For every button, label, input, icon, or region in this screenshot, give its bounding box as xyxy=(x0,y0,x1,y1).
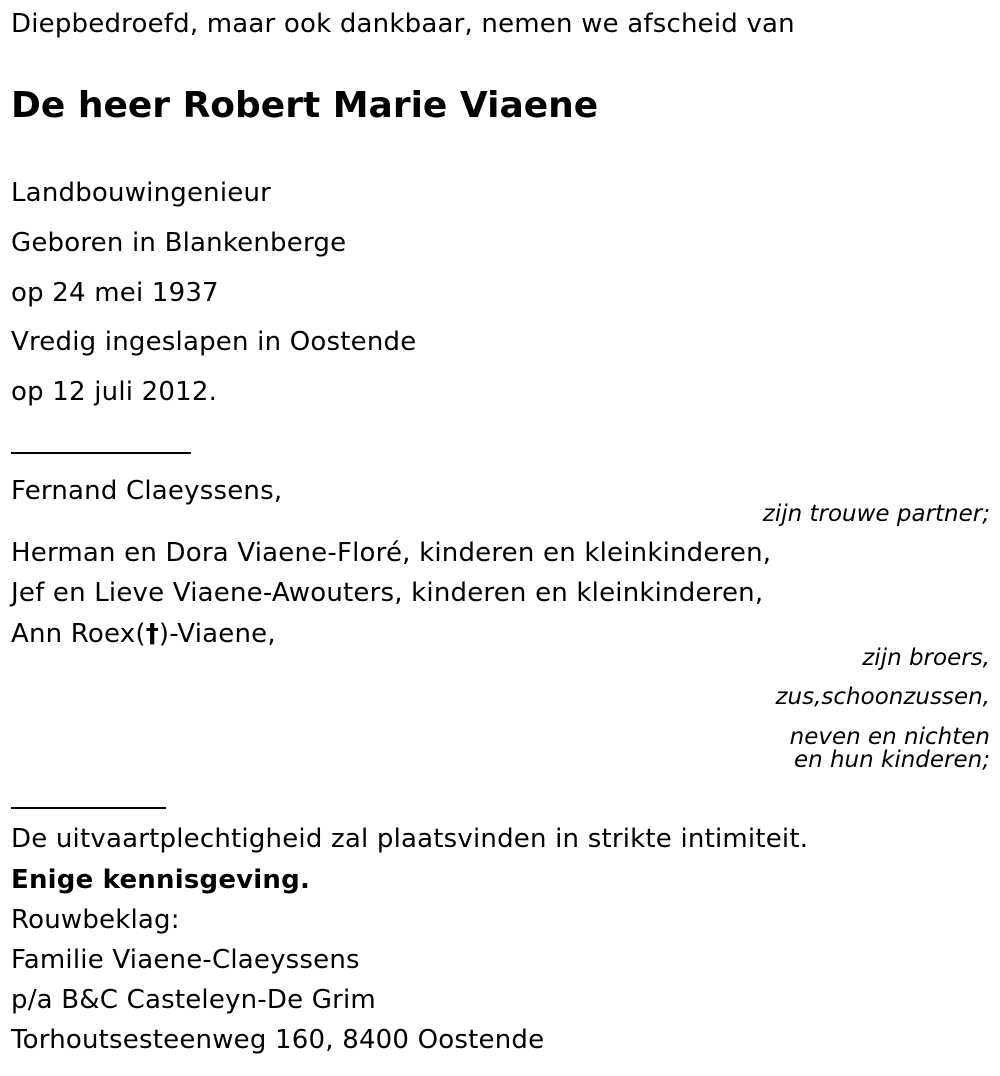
ceremony-text: De uitvaartplechtigheid zal plaatsvinden in strikte intimiteit. xyxy=(11,824,809,854)
separator-line xyxy=(11,807,166,809)
address-care-of: p/a B&C Casteleyn-De Grim xyxy=(11,985,376,1015)
address-family: Familie Viaene-Claeyssens xyxy=(11,945,360,975)
family-role-sister: zus,schoonzussen, xyxy=(775,684,990,710)
partner-role: zijn trouwe partner; xyxy=(762,501,990,527)
family-line-ann xyxy=(11,618,276,650)
cross-icon: † xyxy=(145,619,159,649)
separator-line xyxy=(11,452,191,454)
partner-name: Fernand Claeyssens, xyxy=(11,476,283,506)
ann-name-suffix: )-Viaene, xyxy=(158,619,276,649)
ann-name-prefix: Ann Roex( xyxy=(11,619,146,649)
notice-text: Enige kennisgeving. xyxy=(11,865,311,895)
family-role-children: en hun kinderen; xyxy=(793,747,990,773)
family-role-brothers: zijn broers, xyxy=(862,645,990,671)
detail-birthplace: Geboren in Blankenberge xyxy=(11,228,347,258)
address-street: Torhoutsesteenweg 160, 8400 Oostende xyxy=(11,1025,545,1055)
intro-text: Diepbedroefd, maar ook dankbaar, nemen we afscheid van xyxy=(11,9,795,39)
deceased-name: De heer Robert Marie Viaene xyxy=(11,85,599,126)
detail-deathdate: op 12 juli 2012. xyxy=(11,377,218,407)
detail-occupation: Landbouwingenieur xyxy=(11,178,272,208)
family-line-jef: Jef en Lieve Viaene-Awouters, kinderen en kleinkinderen, xyxy=(11,578,764,608)
condolence-label: Rouwbeklag: xyxy=(11,905,180,935)
family-role-nephews: neven en nichten xyxy=(789,724,990,750)
detail-birthdate: op 24 mei 1937 xyxy=(11,278,219,308)
family-line-herman: Herman en Dora Viaene-Floré, kinderen en kleinkinderen, xyxy=(11,538,772,568)
detail-deathplace: Vredig ingeslapen in Oostende xyxy=(11,327,417,357)
